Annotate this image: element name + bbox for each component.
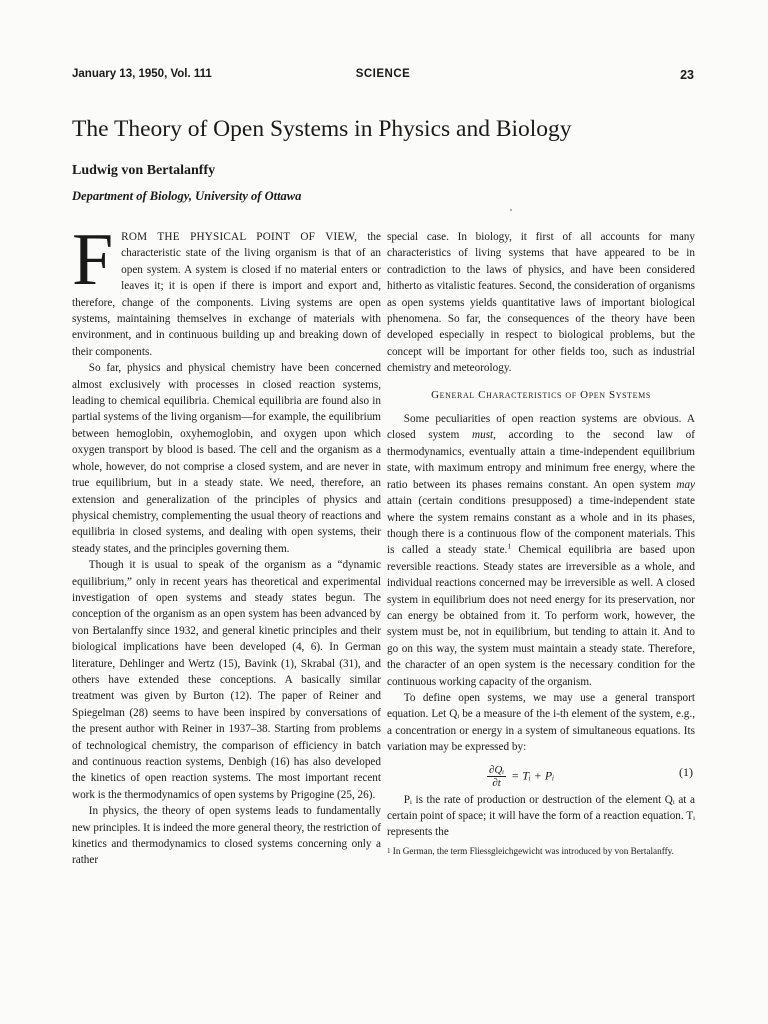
paragraph-segment: Some peculiarities of open reaction systems are obvious. A closed system bbox=[387, 413, 695, 442]
equation-number: (1) bbox=[679, 764, 693, 779]
body-paragraph: Pᵢ is the rate of production or destruction of the element Qᵢ at a certain point of space; it will have the form of a reaction equation. Tᵢ represents the bbox=[387, 793, 695, 839]
body-paragraph: So far, physics and physical chemistry have been concerned almost exclusively with processes in closed reaction systems, leading to chemical equilibria. Chemical equilibria are found also in partial systems of the living organism—for example, the equilibrium between hemoglobin, oxyhemoglobin, and oxygen upon which oxygen transport by blood is based. The cell and the organism as a whole, however, do not comprise a closed system, and are never in true equilibrium, but in a steady state. We need, therefore, an extension and generalization of the principles of physics and physical chemistry, complementing the usual theory of reactions and equilibria in closed systems, and dealing with open systems, their steady states, and the principles governing them. bbox=[72, 362, 381, 555]
author-affiliation: Department of Biology, University of Ottawa bbox=[72, 189, 302, 203]
section-heading: General Characteristics of Open Systems bbox=[431, 388, 651, 401]
equation-denominator: ∂t bbox=[492, 776, 501, 789]
footnote bbox=[387, 845, 695, 857]
drop-cap: F bbox=[72, 219, 114, 301]
left-column bbox=[72, 219, 381, 869]
stray-mark bbox=[510, 209, 512, 211]
opening-paragraph bbox=[72, 219, 381, 360]
paragraph-segment: Chemical equilibria are based upon reversible reactions. Steady states are irreversible as a whole, and individual reactions concerned may be irreversible as well. A closed system in equilibrium does not need energy for its preservation, nor can energy be obtained from it. To perform work, however, the system must be, not in equilibrium, but tending to attain it. And to go on this way, the system must maintain a steady state. Therefore, the character of an open system is the necessary condition for the continuous working capacity of the organism. bbox=[387, 544, 695, 688]
equation-rhs: = Tᵢ + Pᵢ bbox=[511, 767, 555, 782]
author-name: Ludwig von Bertalanffy bbox=[72, 163, 216, 178]
body-paragraph: Though it is usual to speak of the organism as a “dynamic equilibrium,” only in recent years has theoretical and experimental investigation of open systems and steady states begun. The conception of the organism as an open system has been advanced by von Bertalanffy since 1932, and general kinetic principles and their biological implications have been developed (4, 6). In German literature, Dehlinger and Wertz (15), Bavink (1), Skrabal (31), and others have extended these conceptions. A basically similar treatment was given by Burton (12). The paper of Reiner and Spiegelman (28) seems to have been inspired by conversations of the present author with Reiner in 1937–38. Starting from problems of technological chemistry, the comparison of efficiency in batch and continuous reaction systems, Denbigh (16) has also developed the kinetics of open reaction systems. The most important recent work is the thermodynamics of open systems by Prigogine (25, 26). bbox=[72, 559, 381, 801]
footnote-mark: 1 bbox=[387, 846, 391, 855]
equation-fraction bbox=[487, 764, 506, 789]
footnote-reference: 1 bbox=[507, 541, 512, 551]
equation-numerator: ∂Qᵢ bbox=[489, 763, 505, 776]
body-paragraph: To define open systems, we may use a general transport equation. Let Qᵢ be a measure of the i-th element of the system, e.g., a concentration or energy in a system of simultaneous equations. Its variation may be expressed by: bbox=[387, 691, 695, 754]
equation-body bbox=[487, 764, 554, 789]
article-title: The Theory of Open Systems in Physics and Biology bbox=[72, 116, 572, 142]
body-paragraph bbox=[387, 411, 695, 690]
journal-name: SCIENCE bbox=[355, 68, 411, 80]
running-head bbox=[72, 68, 694, 84]
page-number: 23 bbox=[680, 68, 694, 82]
body-paragraph: In physics, the theory of open systems leads to fundamentally new principles. It is indeed the more general theory, the restriction of kinetics and thermodynamics to closed systems concerning only a rather bbox=[72, 805, 381, 867]
footnote-text: In German, the term Fliessgleichgewicht was introduced by von Bertalanffy. bbox=[390, 845, 674, 856]
opening-lead-caps: ROM THE PHYSICAL POINT OF VIEW, bbox=[121, 231, 358, 243]
paragraph-segment: , according to the second law of thermodynamics, eventually attain a time-independent equilibrium state, with maximum entropy and minimum free energy, where the ratio between its phases remains constant. An open system bbox=[387, 429, 695, 491]
emphasis-must: must bbox=[472, 429, 494, 442]
equation-1 bbox=[387, 760, 695, 790]
body-paragraph: special case. In biology, it first of all accounts for many characteristics of living systems that have appeared to be in contradiction to the laws of physics, and have been considered hitherto as vitalistic features. Second, the consideration of organisms as open systems yields quantitative laws of important biological phenomena. So far, the consequences of the theory have been developed especially in respect to biological problems, but the concept will be important for other fields too, such as industrial chemistry and meteorology. bbox=[387, 231, 695, 375]
right-column bbox=[387, 229, 695, 857]
issue-date-volume: January 13, 1950, Vol. 111 bbox=[72, 68, 212, 80]
opening-paragraph-text: the characteristic state of the living organism is that of an open system. A system is closed if no material enters or leaves it; it is open if there is import and export and, therefore, change of the components. Living systems are open systems, maintaining themselves in exchange of materials with environment, and in continuous building up and breaking down of their components. bbox=[72, 231, 381, 358]
emphasis-may: may bbox=[676, 478, 695, 491]
paragraph-segment: attain (certain conditions presupposed) a time-independent state where the system remains constant as a whole and in its phases, though there is a continuous flow of the component materials. This is called a steady state. bbox=[387, 495, 695, 557]
